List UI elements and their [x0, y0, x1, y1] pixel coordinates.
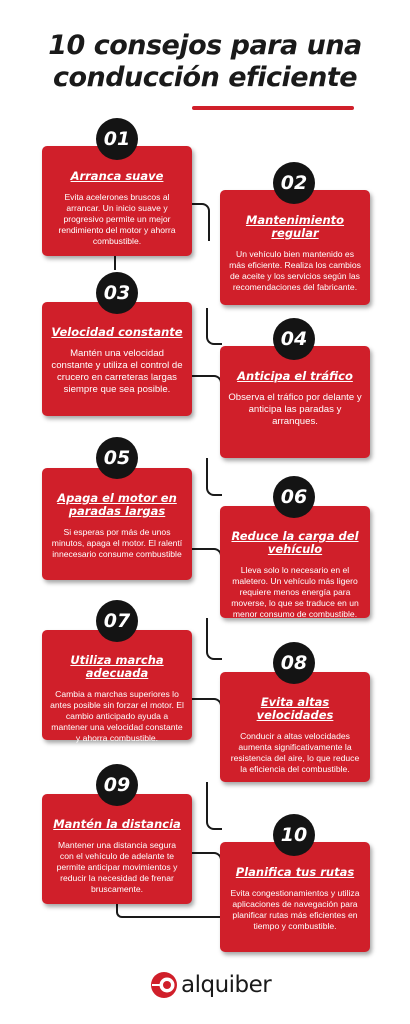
number-badge-05: 05 [96, 437, 138, 479]
tip-body: Lleva solo lo necesario en el maletero. Un vehículo más ligero requiere menos energía para moverse, lo que se traduce en un menor consumo de combustible. [231, 565, 359, 619]
tip-body: Observa el tráfico por delante y anticipa las paradas y arranques. [228, 392, 362, 427]
tip-card-09 [42, 794, 192, 904]
tip-title: Velocidad constante [51, 325, 183, 339]
infographic-title [0, 30, 410, 94]
number-badge-08: 08 [273, 642, 315, 684]
tip-card-06 [220, 506, 370, 618]
tip-title: Mantenimiento regular [245, 213, 345, 240]
tip-card-04 [220, 346, 370, 458]
title-line-1: 10 consejos para una [48, 30, 362, 61]
title-line-2: conducción eficiente [52, 62, 358, 93]
tip-body: Cambia a marchas superiores lo antes posible sin forzar el motor. El cambio anticipado ayuda a mantener una velocidad constante y ahorra combustible. [50, 689, 184, 743]
tip-body: Conducir a altas velocidades aumenta significativamente la resistencia del aire, lo que reduce la eficiencia del combustible. [230, 731, 360, 774]
connector-05-06 [190, 548, 222, 576]
number-badge-09: 09 [96, 764, 138, 806]
alquiber-logo-icon [150, 971, 178, 999]
connector-04-05 [206, 458, 222, 496]
tip-body: Evita congestionamientos y utiliza aplicaciones de navegación para planificar rutas más eficientes en tiempo y combustible. [230, 888, 360, 931]
tip-body: Un vehículo bien mantenido es más eficiente. Realiza los cambios de aceite y los servicios según las recomendaciones del fabricante. [229, 249, 361, 292]
number-badge-07: 07 [96, 600, 138, 642]
connector-07-08 [190, 698, 222, 738]
connector-02-03 [206, 308, 222, 345]
tip-title: Mantén la distancia [53, 817, 181, 831]
tip-card-01 [42, 146, 192, 256]
tip-body: Mantén una velocidad constante y utiliza el control de crucero en carreteras largas siempre que sea posible. [51, 348, 183, 395]
number-badge-04: 04 [273, 318, 315, 360]
tip-title: Reduce la carga del vehículo [231, 529, 359, 556]
tip-card-02 [220, 190, 370, 305]
brand-logo [150, 968, 271, 1002]
number-badge-06: 06 [273, 476, 315, 518]
connector-03-04 [190, 375, 222, 405]
tip-card-10 [220, 842, 370, 952]
tip-title: Planifica tus rutas [235, 865, 355, 879]
title-underline [192, 106, 354, 110]
connector-tail-09 [116, 904, 222, 918]
tip-title: Utiliza marcha adecuada [70, 653, 164, 680]
number-badge-02: 02 [273, 162, 315, 204]
tip-title: Anticipa el tráfico [237, 369, 353, 383]
connector-06-07 [206, 618, 222, 660]
tip-card-05 [42, 468, 192, 580]
tip-card-08 [220, 672, 370, 782]
tip-title: Evita altas velocidades [256, 695, 334, 722]
number-badge-01: 01 [96, 118, 138, 160]
connector-08-09 [206, 782, 222, 830]
tip-body: Evita acelerones bruscos al arrancar. Un inicio suave y progresivo permite un mejor rendimiento del motor y ahorra combustible. [58, 192, 176, 246]
tip-card-03 [42, 302, 192, 416]
connector-01-02 [190, 203, 210, 241]
connector-tail-01 [114, 256, 116, 270]
tip-title: Apaga el motor en paradas largas [57, 491, 177, 518]
tip-card-07 [42, 630, 192, 743]
connector-09-10 [190, 852, 222, 886]
tip-body: Si esperas por más de unos minutos, apaga el motor. El ralentí innecesario consume combustible [51, 527, 183, 559]
tip-title: Arranca suave [70, 169, 164, 183]
number-badge-10: 10 [273, 814, 315, 856]
number-badge-03: 03 [96, 272, 138, 314]
logo-text: alquiber [181, 972, 272, 998]
tip-body: Mantener una distancia segura con el vehículo de adelante te permite anticipar movimientos y reducir la necesidad de frenar bruscamente. [56, 840, 178, 894]
